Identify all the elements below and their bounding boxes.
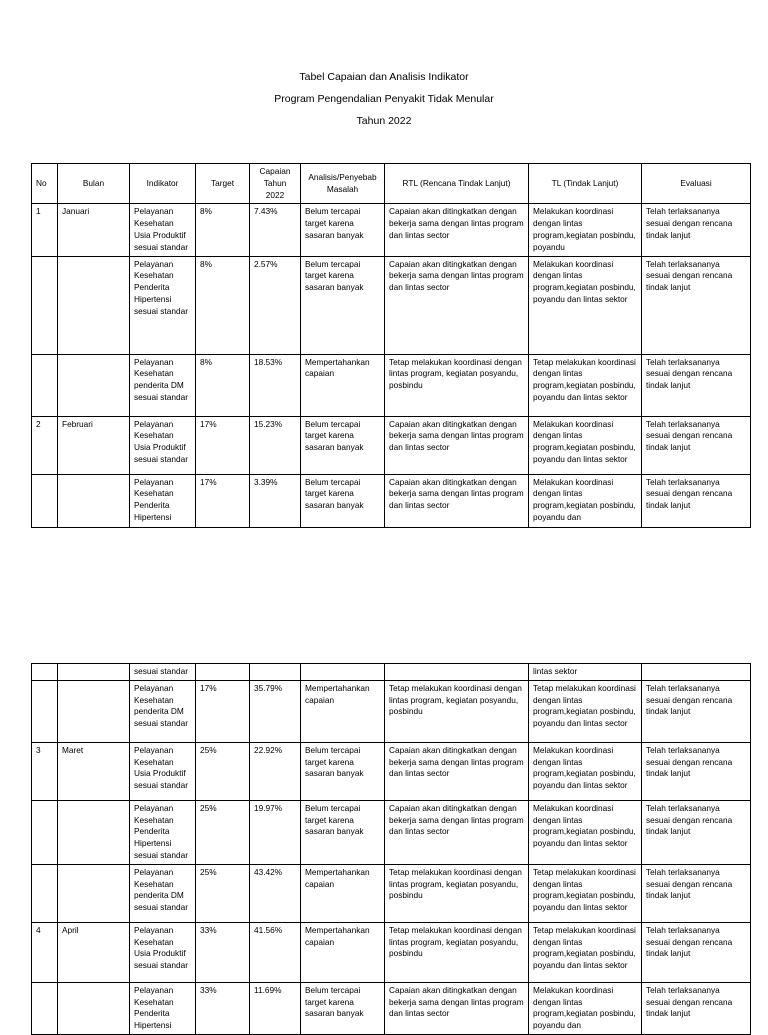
cell-target: 8% bbox=[196, 256, 250, 354]
cell-tl: Melakukan koordinasi dengan lintas program,kegiatan posbindu, poyandu dan bbox=[529, 474, 642, 527]
cell-tl: Melakukan koordinasi dengan lintas program,kegiatan posbindu, poyandu dan lintas sektor bbox=[529, 742, 642, 800]
cell-target: 33% bbox=[196, 922, 250, 982]
table-row bbox=[32, 354, 751, 416]
cell-analisis: Belum tercapai target karena sasaran banyak bbox=[301, 742, 385, 800]
cell-no: 2 bbox=[32, 416, 58, 474]
table-row bbox=[32, 800, 751, 864]
cell-analisis: Belum tercapai target karena sasaran banyak bbox=[301, 474, 385, 527]
cell-indikator: Pelayanan Kesehatan penderita DM sesuai standar bbox=[130, 864, 196, 922]
cell-bulan bbox=[58, 680, 130, 742]
cell-analisis: Mempertahankan capaian bbox=[301, 680, 385, 742]
cell-evaluasi: Telah terlaksananya sesuai dengan rencana tindak lanjut bbox=[642, 922, 751, 982]
cell-indikator: Pelayanan Kesehatan Penderita Hipertensi bbox=[130, 474, 196, 527]
table-row bbox=[32, 664, 751, 681]
cell-indikator: Pelayanan Kesehatan Penderita Hipertensi sesuai standar bbox=[130, 800, 196, 864]
cell-target: 17% bbox=[196, 416, 250, 474]
cell-indikator: sesuai standar bbox=[130, 664, 196, 681]
cell-target: 8% bbox=[196, 204, 250, 256]
cell-indikator: Pelayanan Kesehatan penderita DM sesuai standar bbox=[130, 680, 196, 742]
cell-tl: Tetap melakukan koordinasi dengan lintas program,kegiatan posbindu, poyandu dan lintas sektor bbox=[529, 354, 642, 416]
cell-evaluasi: Telah terlaksananya sesuai dengan rencana tindak lanjut bbox=[642, 474, 751, 527]
cell-analisis: Belum tercapai target karena sasaran banyak bbox=[301, 256, 385, 354]
cell-bulan bbox=[58, 664, 130, 681]
cell-tl: Melakukan koordinasi dengan lintas program,kegiatan posbindu, poyandu dan bbox=[529, 982, 642, 1034]
cell-no bbox=[32, 800, 58, 864]
cell-bulan bbox=[58, 864, 130, 922]
cell-analisis: Belum tercapai target karena sasaran banyak bbox=[301, 800, 385, 864]
title-line-3: Tahun 2022 bbox=[356, 115, 412, 127]
cell-evaluasi: Telah terlaksananya sesuai dengan rencana tindak lanjut bbox=[642, 982, 751, 1034]
cell-tl: Tetap melakukan koordinasi dengan lintas program,kegiatan posbindu, poyandu dan lintas sector bbox=[529, 680, 642, 742]
table-row bbox=[32, 256, 751, 354]
header-indikator: Indikator bbox=[130, 164, 196, 204]
cell-tl: Melakukan koordinasi dengan lintas program,kegiatan posbindu, poyandu dan lintas sektor bbox=[529, 800, 642, 864]
cell-capaian: 15.23% bbox=[250, 416, 301, 474]
cell-no bbox=[32, 256, 58, 354]
cell-evaluasi: Telah terlaksananya sesuai dengan rencana tindak lanjut bbox=[642, 864, 751, 922]
cell-indikator: Pelayanan Kesehatan penderita DM sesuai standar bbox=[130, 354, 196, 416]
header-evaluasi: Evaluasi bbox=[642, 164, 751, 204]
cell-no bbox=[32, 680, 58, 742]
cell-capaian: 22.92% bbox=[250, 742, 301, 800]
table-row bbox=[32, 680, 751, 742]
cell-evaluasi: Telah terlaksananya sesuai dengan rencana tindak lanjut bbox=[642, 204, 751, 256]
header-rtl: RTL (Rencana Tindak Lanjut) bbox=[385, 164, 529, 204]
cell-bulan: Februari bbox=[58, 416, 130, 474]
cell-capaian: 7.43% bbox=[250, 204, 301, 256]
table-row bbox=[32, 864, 751, 922]
cell-analisis: Mempertahankan capaian bbox=[301, 864, 385, 922]
cell-tl: Tetap melakukan koordinasi dengan lintas program,kegiatan posbindu, poyandu dan lintas sektor bbox=[529, 922, 642, 982]
cell-evaluasi: Telah terlaksananya sesuai dengan rencana tindak lanjut bbox=[642, 256, 751, 354]
cell-analisis: Mempertahankan capaian bbox=[301, 354, 385, 416]
cell-tl: Melakukan koordinasi dengan lintas program,kegiatan posbindu, poyandu dan lintas sektor bbox=[529, 256, 642, 354]
cell-bulan: Januari bbox=[58, 204, 130, 256]
cell-tl: Melakukan koordinasi dengan lintas program,kegiatan posbindu, poyandu bbox=[529, 204, 642, 256]
header-target: Target bbox=[196, 164, 250, 204]
cell-no: 1 bbox=[32, 204, 58, 256]
cell-bulan: Maret bbox=[58, 742, 130, 800]
cell-no bbox=[32, 474, 58, 527]
cell-no: 4 bbox=[32, 922, 58, 982]
cell-indikator: Pelayanan Kesehatan Usia Produktif sesuai standar bbox=[130, 204, 196, 256]
cell-target: 8% bbox=[196, 354, 250, 416]
table-header-row bbox=[32, 164, 751, 204]
cell-evaluasi: Telah terlaksananya sesuai dengan rencana tindak lanjut bbox=[642, 800, 751, 864]
table-row bbox=[32, 474, 751, 527]
cell-analisis: Belum tercapai target karena sasaran banyak bbox=[301, 416, 385, 474]
cell-rtl: Tetap melakukan koordinasi dengan lintas program, kegiatan posyandu, posbindu bbox=[385, 922, 529, 982]
cell-target: 25% bbox=[196, 742, 250, 800]
cell-indikator: Pelayanan Kesehatan Penderita Hipertensi sesuai standar bbox=[130, 256, 196, 354]
cell-indikator: Pelayanan Kesehatan Usia Produktif sesuai standar bbox=[130, 742, 196, 800]
cell-bulan: April bbox=[58, 922, 130, 982]
cell-rtl: Capaian akan ditingkatkan dengan bekerja sama dengan lintas program dan lintas sector bbox=[385, 800, 529, 864]
header-bulan: Bulan bbox=[58, 164, 130, 204]
cell-bulan bbox=[58, 474, 130, 527]
cell-evaluasi: Telah terlaksananya sesuai dengan rencana tindak lanjut bbox=[642, 742, 751, 800]
cell-target: 17% bbox=[196, 680, 250, 742]
cell-rtl: Tetap melakukan koordinasi dengan lintas program, kegiatan posyandu, posbindu bbox=[385, 680, 529, 742]
cell-no bbox=[32, 864, 58, 922]
cell-analisis: Belum tercapai target karena sasaran banyak bbox=[301, 204, 385, 256]
table-row bbox=[32, 416, 751, 474]
table-row bbox=[32, 204, 751, 256]
cell-rtl: Capaian akan ditingkatkan dengan bekerja sama dengan lintas program dan lintas sector bbox=[385, 474, 529, 527]
cell-capaian: 18.53% bbox=[250, 354, 301, 416]
cell-no bbox=[32, 354, 58, 416]
cell-target: 25% bbox=[196, 864, 250, 922]
title-line-1: Tabel Capaian dan Analisis Indikator bbox=[299, 71, 469, 83]
cell-indikator: Pelayanan Kesehatan Usia Produktif sesuai standar bbox=[130, 922, 196, 982]
table-row bbox=[32, 742, 751, 800]
cell-indikator: Pelayanan Kesehatan Usia Produktif sesuai standar bbox=[130, 416, 196, 474]
cell-no bbox=[32, 982, 58, 1034]
cell-capaian: 35.79% bbox=[250, 680, 301, 742]
header-no: No bbox=[32, 164, 58, 204]
table-row bbox=[32, 922, 751, 982]
cell-rtl: Tetap melakukan koordinasi dengan lintas program, kegiatan posyandu, posbindu bbox=[385, 354, 529, 416]
table-row bbox=[32, 982, 751, 1034]
cell-rtl: Capaian akan ditingkatkan dengan bekerja sama dengan lintas program dan lintas sector bbox=[385, 982, 529, 1034]
cell-bulan bbox=[58, 982, 130, 1034]
title-line-2: Program Pengendalian Penyakit Tidak Menular bbox=[274, 93, 494, 105]
cell-analisis: Belum tercapai target karena sasaran banyak bbox=[301, 982, 385, 1034]
header-capaian: Capaian Tahun 2022 bbox=[250, 164, 301, 204]
cell-tl: Tetap melakukan koordinasi dengan lintas program,kegiatan posbindu, poyandu dan lintas sektor bbox=[529, 864, 642, 922]
cell-capaian: 2.57% bbox=[250, 256, 301, 354]
cell-target: 17% bbox=[196, 474, 250, 527]
cell-capaian: 3.39% bbox=[250, 474, 301, 527]
cell-rtl: Capaian akan ditingkatkan dengan bekerja sama dengan lintas program dan lintas sector bbox=[385, 416, 529, 474]
cell-evaluasi: Telah terlaksananya sesuai dengan rencana tindak lanjut bbox=[642, 416, 751, 474]
cell-bulan bbox=[58, 800, 130, 864]
indicator-table-page-1 bbox=[31, 163, 751, 528]
header-analisis: Analisis/Penyebab Masalah bbox=[301, 164, 385, 204]
cell-evaluasi: Telah terlaksananya sesuai dengan rencana tindak lanjut bbox=[642, 354, 751, 416]
cell-rtl: Capaian akan ditingkatkan dengan bekerja sama dengan lintas program dan lintas sector bbox=[385, 256, 529, 354]
cell-indikator: Pelayanan Kesehatan Penderita Hipertensi bbox=[130, 982, 196, 1034]
cell-capaian bbox=[250, 664, 301, 681]
cell-tl: lintas sektor bbox=[529, 664, 642, 681]
cell-rtl bbox=[385, 664, 529, 681]
cell-analisis: Mempertahankan capaian bbox=[301, 922, 385, 982]
cell-target bbox=[196, 664, 250, 681]
header-tl: TL (Tindak Lanjut) bbox=[529, 164, 642, 204]
cell-target: 25% bbox=[196, 800, 250, 864]
cell-capaian: 11.69% bbox=[250, 982, 301, 1034]
cell-capaian: 41.56% bbox=[250, 922, 301, 982]
cell-no: 3 bbox=[32, 742, 58, 800]
indicator-table-page-2 bbox=[31, 663, 751, 1035]
document-title bbox=[0, 70, 768, 136]
cell-rtl: Capaian akan ditingkatkan dengan bekerja sama dengan lintas program dan lintas sector bbox=[385, 742, 529, 800]
cell-bulan bbox=[58, 256, 130, 354]
cell-analisis bbox=[301, 664, 385, 681]
cell-tl: Melakukan koordinasi dengan lintas program,kegiatan posbindu, poyandu dan lintas sektor bbox=[529, 416, 642, 474]
cell-capaian: 19.97% bbox=[250, 800, 301, 864]
cell-evaluasi bbox=[642, 664, 751, 681]
cell-rtl: Capaian akan ditingkatkan dengan bekerja sama dengan lintas program dan lintas sector bbox=[385, 204, 529, 256]
cell-evaluasi: Telah terlaksananya sesuai dengan rencana tindak lanjut bbox=[642, 680, 751, 742]
cell-capaian: 43.42% bbox=[250, 864, 301, 922]
cell-target: 33% bbox=[196, 982, 250, 1034]
cell-bulan bbox=[58, 354, 130, 416]
cell-no bbox=[32, 664, 58, 681]
cell-rtl: Tetap melakukan koordinasi dengan lintas program, kegiatan posyandu, posbindu bbox=[385, 864, 529, 922]
